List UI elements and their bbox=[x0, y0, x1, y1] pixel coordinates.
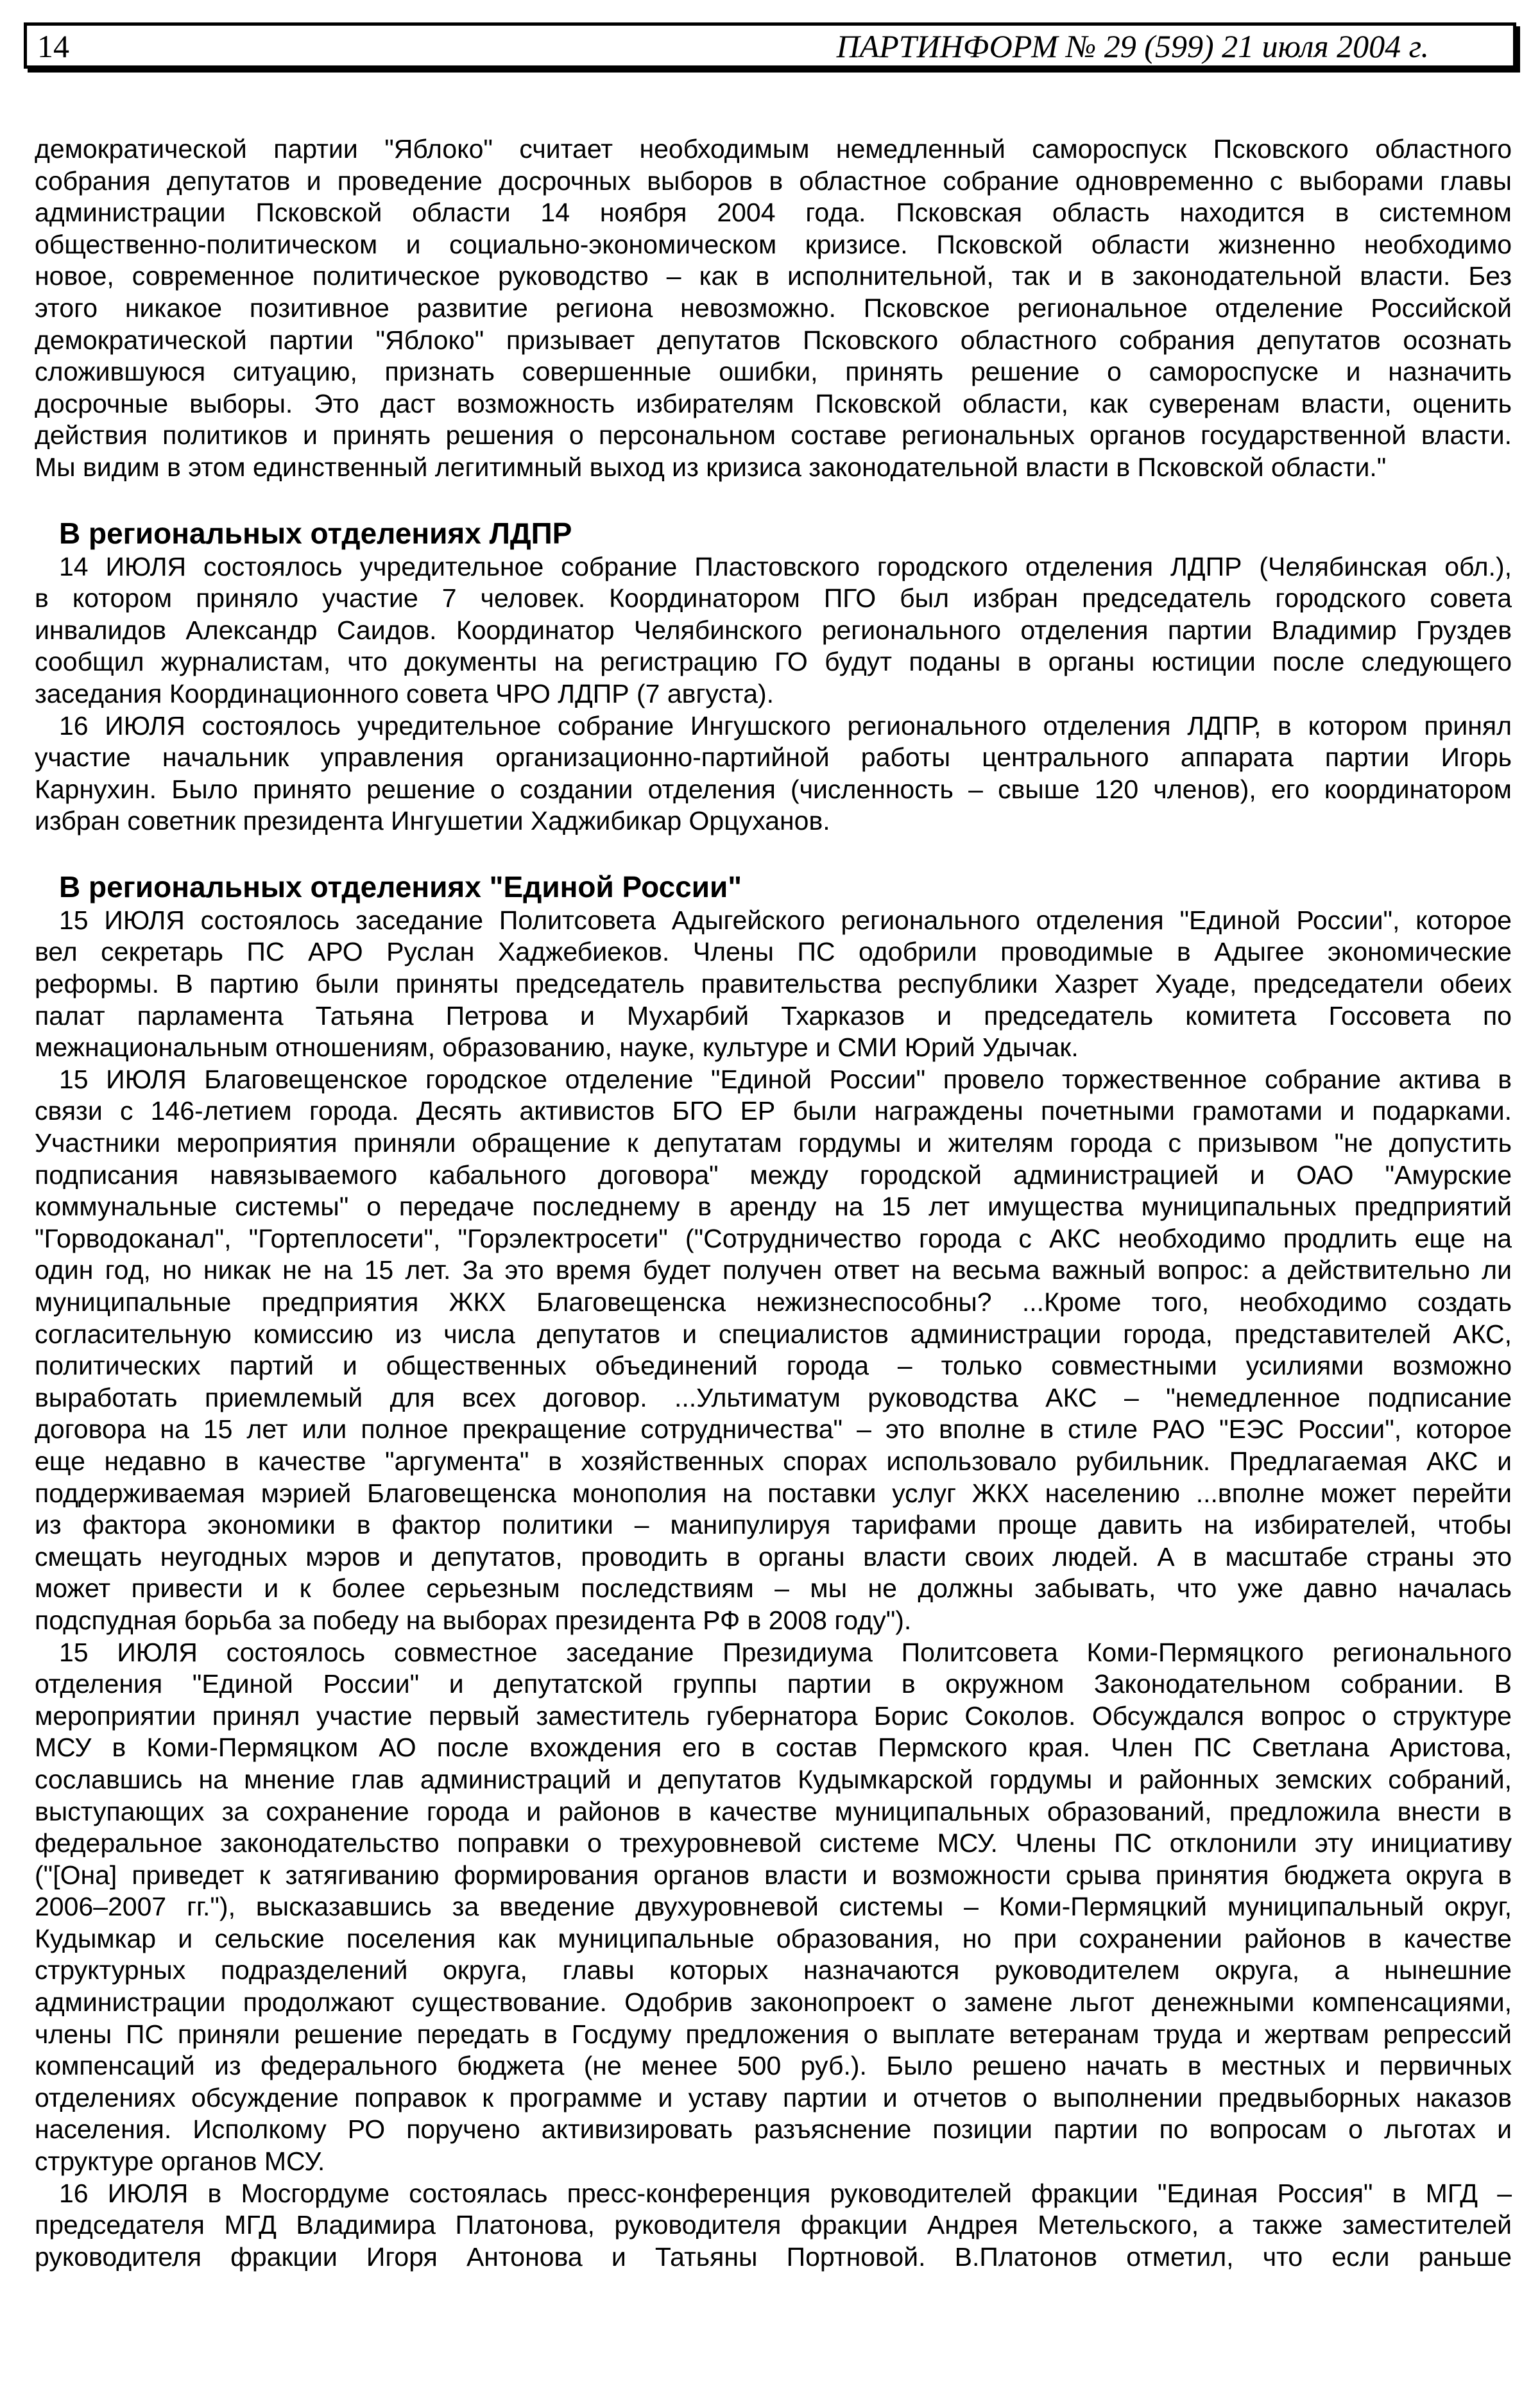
text-line: досрочные выборы. Это даст возможность избирателям Псковской области, как суверенам власти, оценить bbox=[35, 388, 1512, 418]
text-line: один год, но никак не на 15 лет. За это время будет получен ответ на весьма важный вопрос: а действительно ли bbox=[35, 1255, 1512, 1285]
text-line: избран советник президента Ингушетии Хаджибикар Орцуханов. bbox=[35, 806, 830, 836]
text-line: согласительную комиссию из числа депутатов и специалистов администрации города, представителей АКС, bbox=[35, 1319, 1512, 1349]
text-line: смещать неугодных мэров и депутатов, проводить в органы власти своих людей. А в масштабе страны это bbox=[35, 1541, 1512, 1572]
text-line: собрания депутатов и проведение досрочных выборов в областное собрание одновременно с выборами главы bbox=[35, 166, 1512, 196]
text-line: действия политиков и принять решения о персональном составе региональных органов государственной власти. bbox=[35, 420, 1512, 450]
text-line: в котором приняло участие 7 человек. Координатором ПГО был избран председатель городского совета bbox=[35, 583, 1512, 613]
text-line: МСУ в Коми-Пермяцком АО после вхождения его в состав Пермского края. Член ПС Светлана Аристова, bbox=[35, 1733, 1512, 1763]
text-line: муниципальные предприятия ЖКХ Благовещенска нежизнеспособны? ...Кроме того, необходимо создать bbox=[35, 1287, 1512, 1317]
text-line: 16 ИЮЛЯ в Мосгордуме состоялась пресс-конференция руководителей фракции "Единая Россия" в МГД – bbox=[59, 2178, 1512, 2208]
text-line: общественно-политическом и социально-экономическом кризисе. Псковской области жизненно необходимо bbox=[35, 229, 1512, 259]
text-line: отделения "Единой России" и депутатской группы партии в окружном Законодательном собрании. В bbox=[35, 1669, 1512, 1699]
section-heading: В региональных отделениях "Единой России" bbox=[59, 870, 742, 904]
text-line: межнациональным отношениям, образованию, науке, культуре и СМИ Юрий Удычак. bbox=[35, 1032, 1079, 1063]
text-line: палат парламента Татьяна Петрова и Мухарбий Тхарказов и председатель комитета Госсовета по bbox=[35, 1000, 1512, 1031]
text-line: еще недавно в качестве "аргумента" в хозяйственных спорах использовало рубильник. Предлагаемая АКС и bbox=[35, 1446, 1512, 1476]
paragraph bbox=[35, 133, 1512, 484]
text-line: "Горводоканал", "Гортеплосети", "Горэлектросети" ("Сотрудничество города с АКС необходимо продлить еще на bbox=[35, 1223, 1512, 1253]
text-line: 2006–2007 гг."), высказавшись за введение двухуровневой системы – Коми-Пермяцкий муниципальный округ, bbox=[35, 1892, 1512, 1922]
page-number: 14 bbox=[37, 28, 69, 64]
text-line: Карнухин. Было принято решение о создании отделения (численность – свыше 120 членов), его координатором bbox=[35, 774, 1512, 804]
text-line: Участники мероприятия приняли обращение к депутатам гордумы и жителям города с призывом "не допустить bbox=[35, 1128, 1512, 1158]
paragraph bbox=[35, 1064, 1512, 1637]
paragraph bbox=[35, 551, 1512, 710]
text-line: ("[Она] приведет к затягиванию формирования органов власти и возможности срыва принятия бюджета округа в bbox=[35, 1860, 1512, 1890]
text-line: отделениях обсуждение поправок к программе и уставу партии и отчетов о выполнении предвыборных наказов bbox=[35, 2082, 1512, 2112]
text-line: сообщил журналистам, что документы на регистрацию ГО будут поданы в органы юстиции после следующего bbox=[35, 647, 1512, 677]
text-line: заседания Координационного совета ЧРО ЛДПР (7 августа). bbox=[35, 678, 774, 708]
text-line: коммунальные системы" о передаче последнему в аренду на 15 лет имущества муниципальных предприятий bbox=[35, 1192, 1512, 1222]
text-line: члены ПС приняли решение передать в Госдуму предложения о выплате ветеранам труда и жертвам репрессий bbox=[35, 2019, 1512, 2049]
text-line: мероприятии принял участие первый заместитель губернатора Борис Соколов. Обсуждался вопрос о структуре bbox=[35, 1701, 1512, 1731]
text-line: населения. Исполкому РО поручено активизировать разъяснение позиции партии по вопросам о льготах и bbox=[35, 2114, 1512, 2145]
text-line: этого никакое позитивное развитие региона невозможно. Псковское региональное отделение Российской bbox=[35, 293, 1512, 323]
text-line: федеральное законодательство поправки о трехуровневой системе МСУ. Члены ПС отклонили эту инициативу bbox=[35, 1828, 1512, 1858]
text-line: подписания навязываемого кабального договора" между городской администрацией и ОАО "Амурские bbox=[35, 1160, 1512, 1190]
text-line: администрации продолжают существование. Одобрив законопроект о замене льгот денежными компенсациями, bbox=[35, 1987, 1512, 2018]
section-heading: В региональных отделениях ЛДПР bbox=[59, 516, 572, 550]
text-line: связи с 146-летием города. Десять активистов БГО ЕР были награждены почетными грамотами и подарками. bbox=[35, 1096, 1512, 1126]
text-line: 16 ИЮЛЯ состоялось учредительное собрание Ингушского регионального отделения ЛДПР, в котором принял bbox=[59, 710, 1512, 741]
text-line: 14 ИЮЛЯ состоялось учредительное собрание Пластовского городского отделения ЛДПР (Челябинская обл.), bbox=[59, 551, 1512, 581]
text-line: администрации Псковской области 14 ноября 2004 года. Псковская область находится в системном bbox=[35, 198, 1512, 228]
text-line: демократической партии "Яблоко" призывает депутатов Псковского областного собрания депутатов осознать bbox=[35, 325, 1512, 355]
publication-title: ПАРТИНФОРМ № 29 (599) 21 июля 2004 г. bbox=[836, 28, 1429, 64]
text-line: руководителя фракции Игоря Антонова и Татьяны Портновой. В.Платонов отметил, что если раньше bbox=[35, 2241, 1512, 2272]
text-line: структурных подразделений округа, главы которых назначаются руководителем округа, а нынешние bbox=[35, 1955, 1512, 1985]
text-line: инвалидов Александр Саидов. Координатор Челябинского регионального отделения партии Владимир Груздев bbox=[35, 615, 1512, 645]
text-line: 15 ИЮЛЯ Благовещенское городское отделение "Единой России" провело торжественное собрание актива в bbox=[59, 1064, 1512, 1094]
text-line: политических партий и общественных объединений города – только совместными усилиями возможно bbox=[35, 1351, 1512, 1381]
text-line: сложившуюся ситуацию, признать совершенные ошибки, принять решение о самороспуске и назначить bbox=[35, 357, 1512, 387]
text-line: Кудымкар и сельские поселения как муниципальные образования, но при сохранении районов в качестве bbox=[35, 1923, 1512, 1953]
text-line: из фактора экономики в фактор политики – манипулируя тарифами проще давить на избирателей, чтобы bbox=[35, 1510, 1512, 1540]
text-line: демократической партии "Яблоко" считает необходимым немедленный самороспуск Псковского областного bbox=[35, 134, 1512, 164]
text-line: реформы. В партию были приняты председатель правительства республики Хазрет Хуаде, председатели обеих bbox=[35, 969, 1512, 999]
paragraph bbox=[35, 905, 1512, 1064]
paragraph bbox=[35, 1637, 1512, 2178]
text-line: участие начальник управления организационно-партийной работы центрального аппарата партии Игорь bbox=[35, 742, 1512, 773]
text-line: председателя МГД Владимира Платонова, руководителя фракции Андрея Метельского, а также заместителей bbox=[35, 2210, 1512, 2240]
paragraph bbox=[35, 710, 1512, 837]
text-line: подспудная борьба за победу на выборах президента РФ в 2008 году"). bbox=[35, 1605, 912, 1635]
text-line: может привести и к более серьезным последствиям – мы не должны забывать, что уже давно началась bbox=[35, 1573, 1512, 1604]
paragraph bbox=[35, 2178, 1512, 2274]
text-line: структуре органов МСУ. bbox=[35, 2146, 325, 2177]
text-line: вел секретарь ПС АРО Руслан Хаджебиеков. Члены ПС одобрили проводимые в Адыгее экономические bbox=[35, 937, 1512, 967]
text-line: поддерживаемая мэрией Благовещенска монополия на поставки услуг ЖКХ населению ...вполне может перейти bbox=[35, 1478, 1512, 1508]
text-line: 15 ИЮЛЯ состоялось совместное заседание Президиума Политсовета Коми-Пермяцкого регионального bbox=[59, 1637, 1512, 1667]
text-line: новое, современное политическое руководство – как в исполнительной, так и в законодательной власти. Без bbox=[35, 261, 1512, 291]
text-line: выступающих за сохранение города и районов в качестве муниципальных образований, предложила внести в bbox=[35, 1796, 1512, 1826]
text-line: Мы видим в этом единственный легитимный выход из кризиса законодательной власти в Псковской области." bbox=[35, 452, 1387, 482]
text-line: 15 ИЮЛЯ состоялось заседание Политсовета Адыгейского регионального отделения "Единой России", которое bbox=[59, 905, 1512, 935]
page-header bbox=[24, 22, 1516, 69]
text-line: выработать приемлемый для всех договор. ...Ультиматум руководства АКС – "немедленное подписание bbox=[35, 1382, 1512, 1412]
text-line: компенсаций из федерального бюджета (не менее 500 руб.). Было решено начать в местных и первичных bbox=[35, 2051, 1512, 2081]
text-line: договора на 15 лет или полное прекращение сотрудничества" – это вполне в стиле РАО "ЕЭС России", которое bbox=[35, 1414, 1512, 1444]
text-line: сославшись на мнение глав администраций и депутатов Кудымкарской гордумы и районных земских собраний, bbox=[35, 1764, 1512, 1794]
article-body bbox=[35, 133, 1512, 2273]
